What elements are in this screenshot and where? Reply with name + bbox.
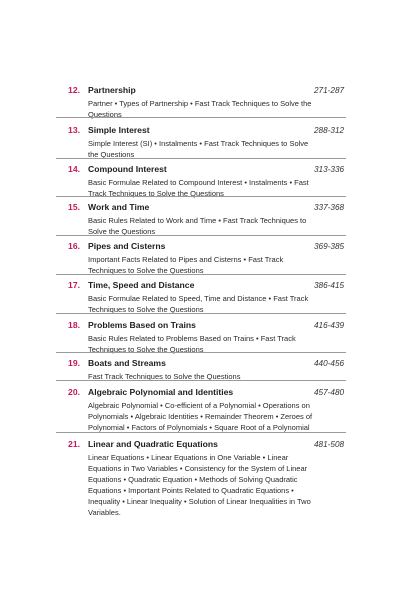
divider (56, 117, 346, 118)
chapter-number: 12. (68, 85, 80, 95)
divider (56, 432, 346, 433)
page-range: 313-336 (314, 165, 345, 174)
chapter-title: Simple Interest (88, 125, 150, 135)
chapter-topics: Important Facts Related to Pipes and Cisterns • Fast Track Techniques to Solve the Questions (88, 255, 284, 275)
page-range: 457-480 (314, 388, 345, 397)
chapter-title: Problems Based on Trains (88, 320, 196, 330)
page-range: 440-456 (314, 359, 345, 368)
divider (56, 158, 346, 159)
chapter-topics: Linear Equations • Linear Equations in One Variable • Linear Equations in Two Variables • Consistency for the System of Linear Equations • Quadratic Equation • Methods of Solving Quadratic Equations • Important Points Related to Quadratic Equations • Inequality • Linear Inequality • Solution of Linear Inequalities in Two Variables. (88, 453, 311, 517)
page-range: 288-312 (314, 126, 345, 135)
chapter-topics: Partner • Types of Partnership • Fast Track Techniques to Solve the Questions (88, 99, 312, 119)
chapter-topics: Basic Rules Related to Work and Time • Fast Track Techniques to Solve the Questions (88, 216, 307, 236)
chapter-number: 18. (68, 320, 80, 330)
chapter-number: 20. (68, 387, 80, 397)
chapter-number: 15. (68, 202, 80, 212)
chapter-topics: Basic Formulae Related to Compound Interest • Instalments • Fast Track Techniques to Solve the Questions (88, 178, 309, 198)
page-range: 369-385 (314, 242, 345, 251)
page-range: 481-508 (314, 440, 345, 449)
chapter-number: 21. (68, 439, 80, 449)
divider (56, 196, 346, 197)
chapter-topics: Basic Formulae Related to Speed, Time and Distance • Fast Track Techniques to Solve the Questions (88, 294, 309, 314)
chapter-topics: Algebraic Polynomial • Co-efficient of a Polynomial • Operations on Polynomials • Algebraic Identities • Remainder Theorem • Zeroes of Polynomial • Factors of Polynomials • Square Root of a Polynomial (88, 401, 313, 432)
chapter-topics: Fast Track Techniques to Solve the Questions (88, 372, 241, 381)
page-range: 416-439 (314, 321, 345, 330)
chapter-number: 16. (68, 241, 80, 251)
page-range: 337-368 (314, 203, 345, 212)
chapter-topics: Simple Interest (SI) • Instalments • Fast Track Techniques to Solve the Questions (88, 139, 309, 159)
chapter-title: Work and Time (88, 202, 150, 212)
divider (56, 352, 346, 353)
divider (56, 313, 346, 314)
chapter-title: Time, Speed and Distance (88, 280, 195, 290)
chapter-title: Algebraic Polynomial and Identities (88, 387, 234, 397)
chapter-title: Boats and Streams (88, 358, 166, 368)
chapter-title: Pipes and Cisterns (88, 241, 166, 251)
chapter-topics: Basic Rules Related to Problems Based on Trains • Fast Track Techniques to Solve the Questions (88, 334, 296, 354)
divider (56, 235, 346, 236)
chapter-title: Partnership (88, 85, 136, 95)
chapter-title: Linear and Quadratic Equations (88, 439, 218, 449)
page-range: 386-415 (314, 281, 345, 290)
page-range: 271-287 (314, 86, 345, 95)
chapter-title: Compound Interest (88, 164, 167, 174)
divider (56, 274, 346, 275)
chapter-number: 17. (68, 280, 80, 290)
chapter-number: 19. (68, 358, 80, 368)
chapter-number: 14. (68, 164, 80, 174)
chapter-number: 13. (68, 125, 80, 135)
divider (56, 380, 346, 381)
